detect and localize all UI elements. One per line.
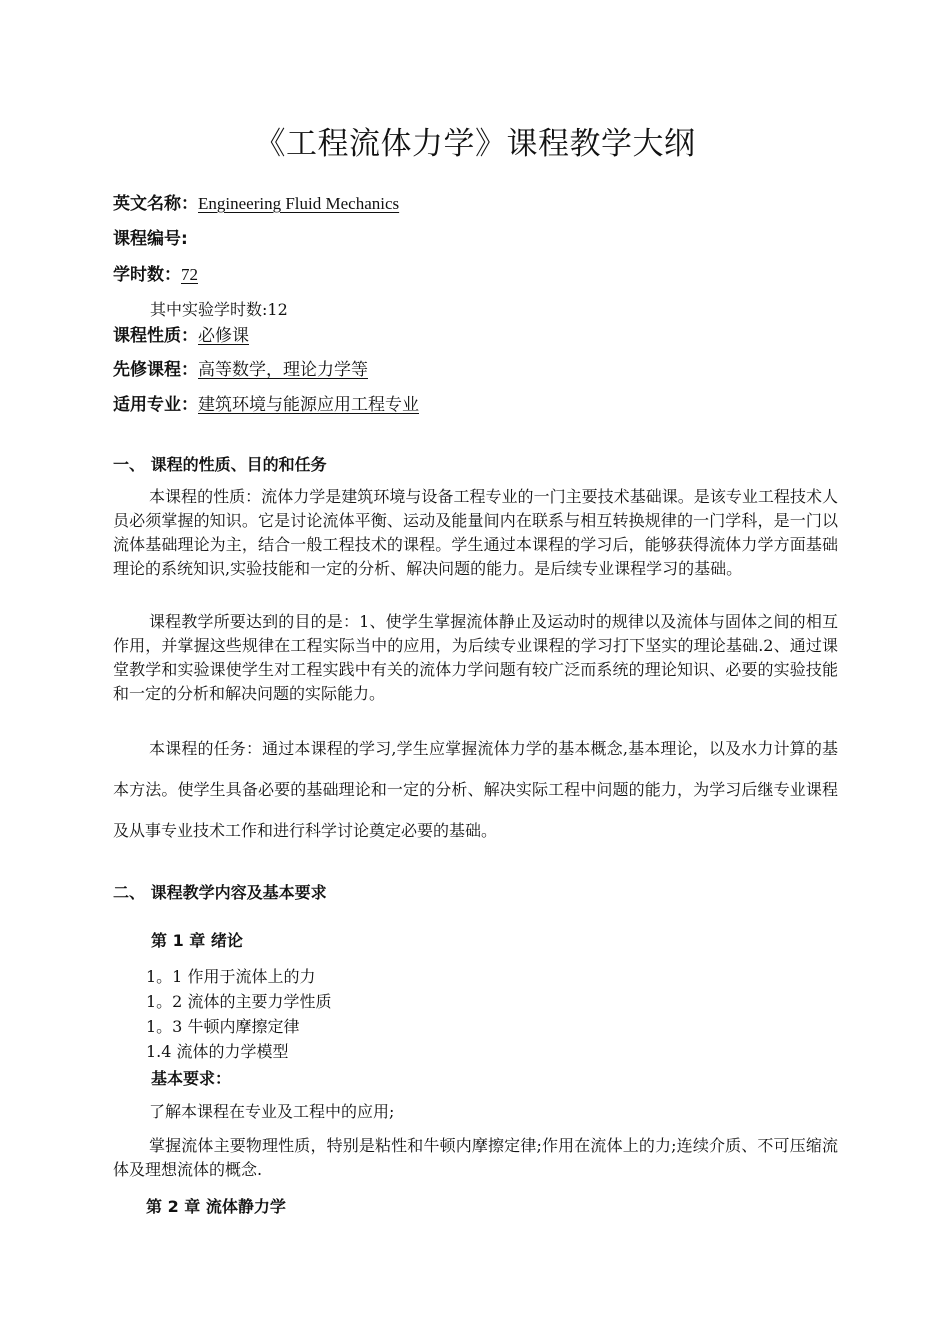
course-code-label: 课程编号: bbox=[113, 229, 188, 249]
basic-requirements-label: 基本要求： bbox=[151, 1069, 232, 1088]
meta-course-code bbox=[113, 228, 188, 250]
hours-label: 学时数： bbox=[113, 265, 181, 285]
requirement-paragraph: 了解本课程在专业及工程中的应用; bbox=[149, 1102, 395, 1121]
prereq-label: 先修课程： bbox=[113, 360, 198, 380]
major-value: 建筑环境与能源应用工程专业 bbox=[198, 395, 419, 414]
section-1-heading: 一、 课程的性质、目的和任务 bbox=[113, 455, 327, 474]
requirement-paragraph: 掌握流体主要物理性质，特别是粘性和牛顿内摩擦定律;作用在流体上的力;连续介质、不可压缩流体及理想流体的概念. bbox=[113, 1136, 838, 1179]
hours-value: 72 bbox=[181, 265, 198, 284]
chapter-2-heading: 第 2 章 流体静力学 bbox=[146, 1197, 286, 1216]
nature-label: 课程性质： bbox=[113, 326, 198, 346]
meta-hours bbox=[113, 264, 198, 286]
chapter-1-topic-list bbox=[146, 964, 331, 1064]
english-name-label: 英文名称： bbox=[113, 194, 198, 214]
lab-hours-note: 其中实验学时数:12 bbox=[150, 300, 288, 319]
list-item: 1。3 牛顿内摩擦定律 bbox=[146, 1017, 300, 1036]
list-item: 1。2 流体的主要力学性质 bbox=[146, 992, 332, 1011]
meta-applicable-major bbox=[113, 394, 419, 416]
meta-english-name bbox=[113, 193, 399, 215]
english-name-value: Engineering Fluid Mechanics bbox=[198, 194, 400, 213]
section-1-paragraph-tasks: 本课程的任务：通过本课程的学习,学生应掌握流体力学的基本概念,基本理论，以及水力计算的基本方法。使学生具备必要的基础理论和一定的分析、解决实际工程中问题的能力，为学习后继专业课程及从事专业技术工作和进行科学讨论奠定必要的基础。 bbox=[113, 739, 838, 840]
section-1-paragraph-nature: 本课程的性质：流体力学是建筑环境与设备工程专业的一门主要技术基础课。是该专业工程技术人员必须掌握的知识。它是讨论流体平衡、运动及能量间内在联系与相互转换规律的一门学科，是一门以流体基础理论为主，结合一般工程技术的课程。学生通过本课程的学习后，能够获得流体力学方面基础理论的系统知识,实验技能和一定的分析、解决问题的能力。是后续专业课程学习的基础。 bbox=[113, 487, 838, 578]
meta-prerequisites bbox=[113, 359, 368, 381]
chapter-1-heading: 第 1 章 绪论 bbox=[151, 931, 243, 950]
section-2-heading: 二、 课程教学内容及基本要求 bbox=[113, 883, 327, 902]
document-title: 《工程流体力学》课程教学大纲 bbox=[254, 126, 696, 162]
list-item: 1.4 流体的力学模型 bbox=[146, 1042, 289, 1061]
prereq-value: 高等数学，理论力学等 bbox=[198, 360, 368, 379]
section-1-paragraph-goals: 课程教学所要达到的目的是：1、使学生掌握流体静止及运动时的规律以及流体与固体之间的相互作用，并掌握这些规律在工程实际当中的应用，为后续专业课程的学习打下坚实的理论基础.2、通过课堂教学和实验课使学生对工程实践中有关的流体力学问题有较广泛而系统的理论知识、必要的实验技能和一定的分析和解决问题的实际能力。 bbox=[113, 612, 838, 703]
meta-nature bbox=[113, 325, 249, 347]
list-item: 1。1 作用于流体上的力 bbox=[146, 967, 316, 986]
nature-value: 必修课 bbox=[198, 326, 249, 345]
major-label: 适用专业： bbox=[113, 395, 198, 415]
